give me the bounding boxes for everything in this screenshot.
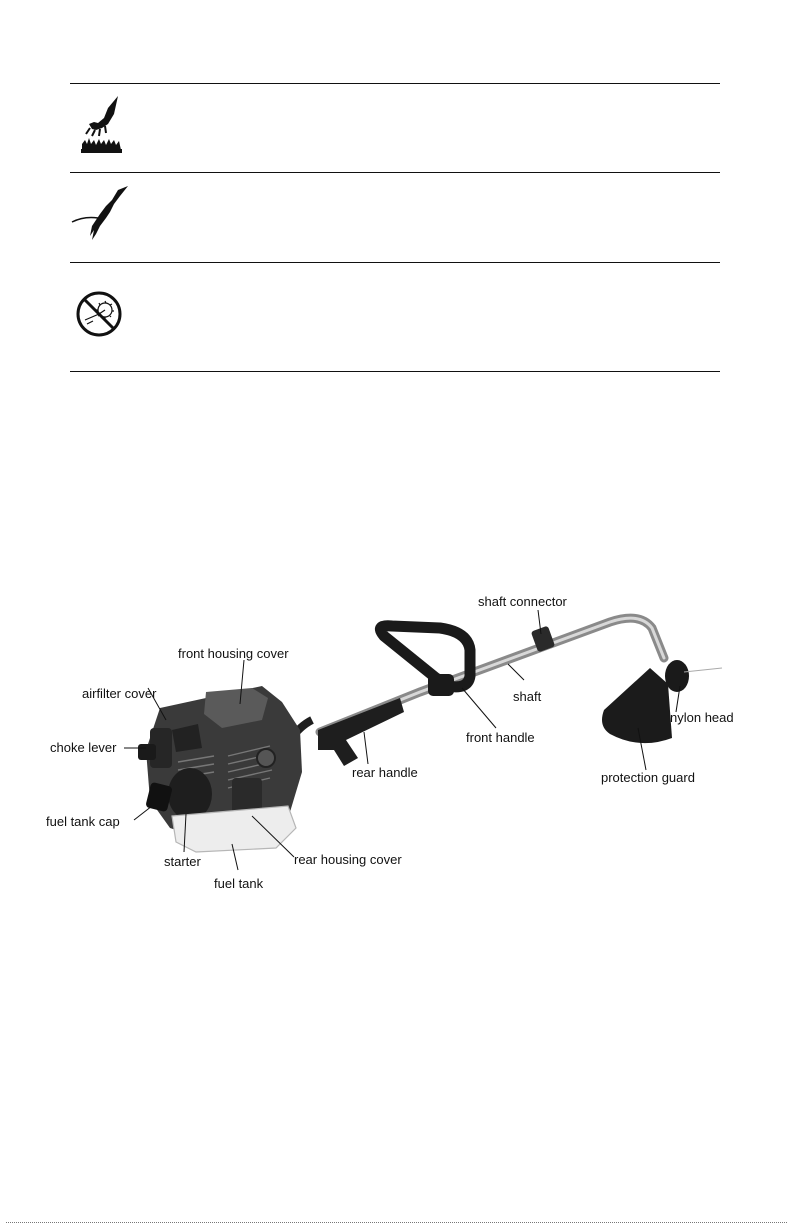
trimmer-parts-diagram: [0, 580, 793, 900]
table-rule-1: [70, 172, 720, 173]
label-rear-housing-cover: rear housing cover: [294, 852, 402, 867]
label-front-handle: front handle: [466, 730, 535, 745]
engine-housing: [138, 686, 302, 852]
label-fuel-tank-cap: fuel tank cap: [46, 814, 120, 829]
table-rule-2: [70, 262, 720, 263]
label-shaft-connector: shaft connector: [478, 594, 567, 609]
label-shaft: shaft: [513, 689, 542, 704]
label-protection-guard: protection guard: [601, 770, 695, 785]
no-cutting-blade-icon: [75, 290, 123, 338]
table-rule-bottom: [70, 371, 720, 372]
table-rule-top: [70, 83, 720, 84]
cutting-head-assembly: [602, 660, 722, 743]
hot-surface-hand-icon: [78, 94, 126, 154]
hand-puncture-icon: [70, 184, 130, 242]
label-front-housing-cover: front housing cover: [178, 646, 289, 661]
rear-handle: [286, 698, 404, 766]
label-choke-lever: choke lever: [50, 740, 117, 755]
label-nylon-head: nylon head: [670, 710, 734, 725]
label-airfilter-cover: airfilter cover: [82, 686, 157, 701]
label-fuel-tank: fuel tank: [214, 876, 264, 891]
label-starter: starter: [164, 854, 201, 869]
label-rear-handle: rear handle: [352, 765, 418, 780]
page-edge: [6, 1222, 787, 1223]
